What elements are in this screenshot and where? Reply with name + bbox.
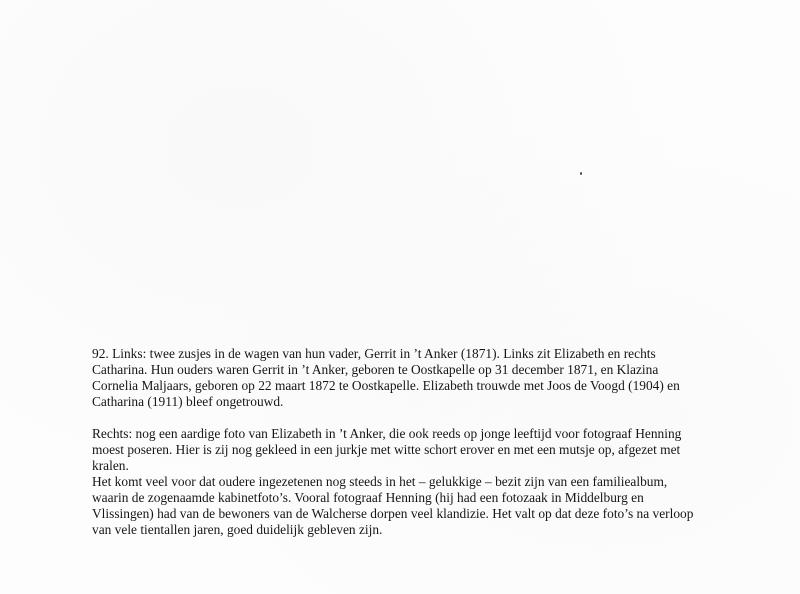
caption-line: Catharina. Hun ouders waren Gerrit in ’t Anker, geboren te Oostkapelle op 31 december 1871, en Klazina <box>92 362 659 377</box>
caption-line: moest poseren. Hier is zij nog gekleed in een jurkje met witte schort erover en met een mutsje op, afgezet met <box>92 442 681 457</box>
caption-line: Catharina (1911) bleef ongetrouwd. <box>92 394 284 409</box>
caption-line: Het komt veel voor dat oudere ingezetenen nog steeds in het – gelukkige – bezit zijn van een familiealbum, <box>92 474 668 489</box>
photo-caption <box>92 346 752 538</box>
caption-paragraph-2 <box>92 426 752 474</box>
dust-speck <box>580 172 582 175</box>
caption-line: 92. Links: twee zusjes in de wagen van hun vader, Gerrit in ’t Anker (1871). Links zit Elizabeth en rechts <box>92 346 656 361</box>
caption-line: Rechts: nog een aardige foto van Elizabeth in ’t Anker, die ook reeds op jonge leeftijd voor fotograaf Henning <box>92 426 682 441</box>
caption-line: Cornelia Maljaars, geboren op 22 maart 1872 te Oostkapelle. Elizabeth trouwde met Joos de Voogd (1904) en <box>92 378 680 393</box>
caption-line: Vlissingen) had van de bewoners van de Walcherse dorpen veel klandizie. Het valt op dat deze foto’s na verloop <box>92 506 694 521</box>
caption-paragraph-3 <box>92 474 752 538</box>
paragraph-spacer <box>92 410 752 426</box>
caption-line: van vele tientallen jaren, goed duidelijk gebleven zijn. <box>92 522 383 537</box>
caption-line: kralen. <box>92 458 129 473</box>
caption-paragraph-1 <box>92 346 752 410</box>
caption-line: waarin de zogenaamde kabinetfoto’s. Vooral fotograaf Henning (hij had een fotozaak in Middelburg en <box>92 490 644 505</box>
